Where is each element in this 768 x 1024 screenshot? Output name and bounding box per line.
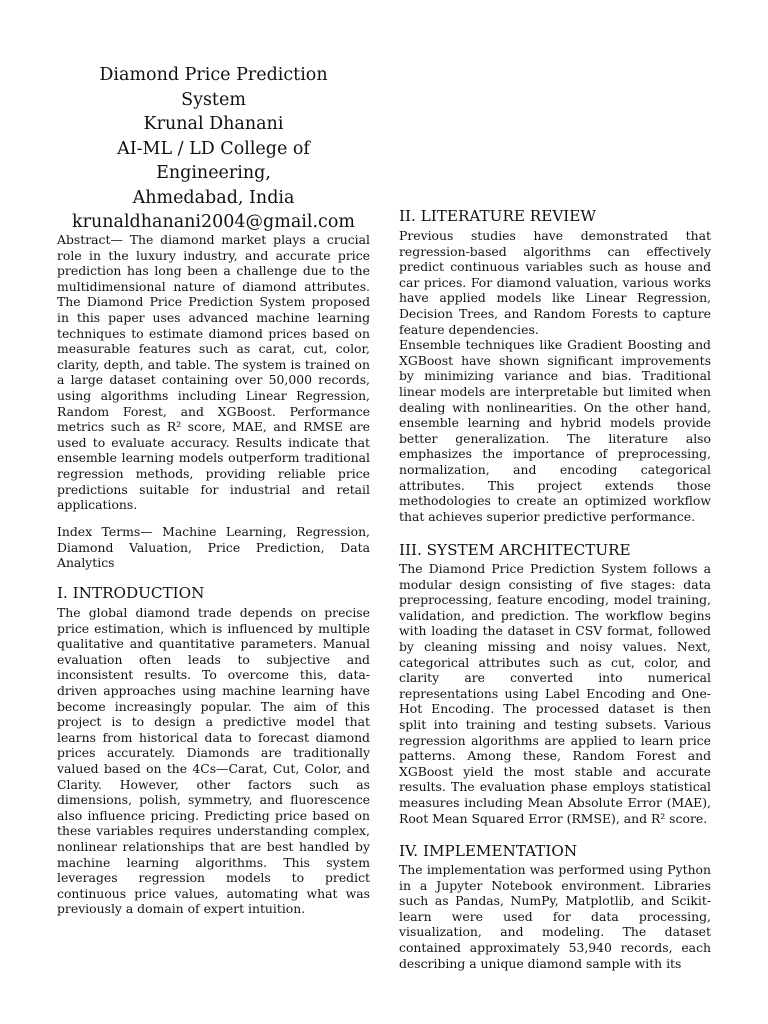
paper-header: [57, 63, 370, 235]
literature-paragraph-1: Previous studies have demonstrated that regression-based algorithms can effectively predict continuous variables such as house and car prices. For diamond valuation, various works have applied models like Linear Regression, Decision Trees, and Random Forests to capture feature dependencies.: [399, 228, 711, 337]
affiliation-line-1: AI-ML / LD College of: [117, 138, 310, 159]
literature-review-body: [399, 228, 711, 524]
system-architecture-text: The Diamond Price Prediction System follows a modular design consisting of five stages: data preprocessing, feature encoding, model training, validation, and prediction. The workflow begins with loading the dataset in CSV format, followed by cleaning missing and noisy values. Next, categorical attributes such as cut, color, and clarity are converted into numerical representations using Label Encoding and One-Hot Encoding. The processed dataset is then split into training and testing subsets. Various regression algorithms are applied to learn price patterns. Among these, Random Forest and XGBoost yield the most stable and accurate results. The evaluation phase employs statistical measures including Mean Absolute Error (MAE), Root Mean Squared Error (RMSE), and R² score.: [399, 561, 711, 826]
section-heading-implementation: IV. IMPLEMENTATION: [399, 842, 578, 860]
abstract: Abstract— The diamond market plays a crucial role in the luxury industry, and accurate price prediction has long been a challenge due to the multidimensional nature of diamond attributes. The Diamond Price Prediction System proposed in this paper uses advanced machine learning techniques to estimate diamond prices based on measurable features such as carat, cut, color, clarity, depth, and table. The system is trained on a large dataset containing over 50,000 records, using algorithms including Linear Regression, Random Forest, and XGBoost. Performance metrics such as R² score, MAE, and RMSE are used to evaluate accuracy. Results indicate that ensemble learning models outperform traditional regression methods, providing reliable price predictions suitable for industrial and retail applications.: [57, 232, 370, 513]
author-name: Krunal Dhanani: [143, 114, 284, 134]
affiliation-line-2: Engineering,: [156, 163, 271, 183]
paper-title-line-1: Diamond Price Prediction: [99, 65, 328, 85]
paper-title-line-2: System: [181, 89, 246, 110]
literature-paragraph-2: Ensemble techniques like Gradient Boosting and XGBoost have shown significant improvements by minimizing variance and bias. Traditional linear models are interpretable but limited when dealing with nonlinearities. On the other hand, ensemble learning and hybrid models provide better generalization. The literature also emphasizes the importance of preprocessing, normalization, and encoding categorical attributes. This project extends those methodologies to create an optimized workflow that achieves superior predictive performance.: [399, 337, 711, 524]
section-heading-system-architecture: III. SYSTEM ARCHITECTURE: [399, 541, 631, 559]
index-terms: Index Terms— Machine Learning, Regression, Diamond Valuation, Price Prediction, Data Analytics: [57, 524, 370, 571]
implementation-text: The implementation was performed using Python in a Jupyter Notebook environment. Libraries such as Pandas, NumPy, Matplotlib, and Scikit-learn were used for data processing, visualization, and modeling. The dataset contained approximately 53,940 records, each describing a unique diamond sample with its: [399, 862, 711, 971]
author-email: krunaldhanani2004@gmail.com: [72, 212, 355, 232]
section-heading-introduction: I. INTRODUCTION: [57, 584, 205, 602]
section-heading-literature-review: II. LITERATURE REVIEW: [399, 207, 596, 225]
introduction-text: The global diamond trade depends on precise price estimation, which is influenced by multiple qualitative and quantitative parameters. Manual evaluation often leads to subjective and inconsistent results. To overcome this, data-driven approaches using machine learning have become increasingly popular. The aim of this project is to design a predictive model that learns from historical data to forecast diamond prices accurately. Diamonds are traditionally valued based on the 4Cs—Carat, Cut, Color, and Clarity. However, other factors such as dimensions, polish, symmetry, and fluorescence also influence pricing. Predicting price based on these variables requires understanding complex, nonlinear relationships that are best handled by machine learning algorithms. This system leverages regression models to predict continuous price values, automating what was previously a domain of expert intuition.: [57, 605, 370, 917]
author-location: Ahmedabad, India: [132, 187, 295, 208]
